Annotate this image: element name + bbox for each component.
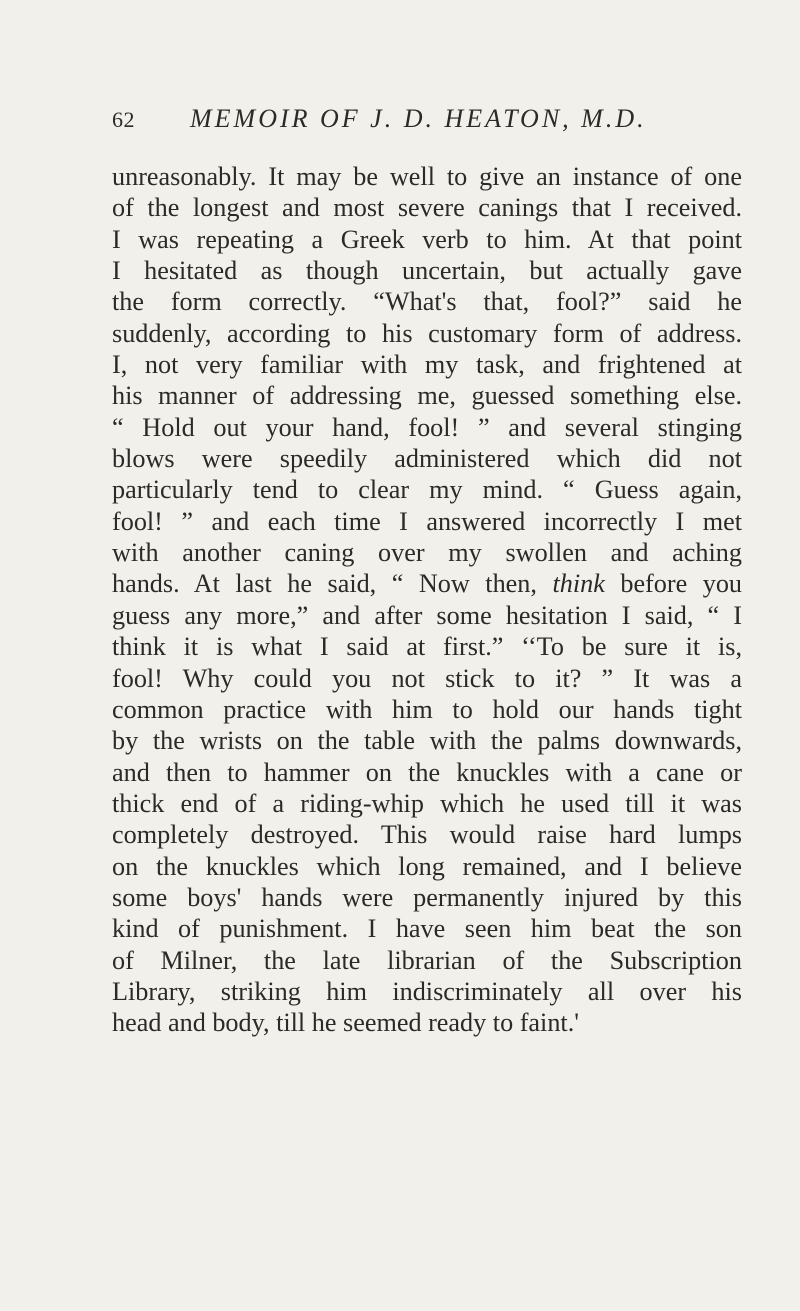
text-line: I was repeating a Greek verb to him. At that point [112, 224, 742, 254]
text-line: “ Hold out your hand, fool! ” and several stinging [112, 412, 742, 442]
text-line: on the knuckles which long remained, and I believe [112, 851, 742, 881]
text-fragment: before you [620, 569, 743, 599]
text-line: I hesitated as though uncertain, but actually gave [112, 256, 742, 286]
text-line: his manner of addressing me, guessed something else. [112, 381, 742, 411]
text-line: head and body, till he seemed ready to faint.' [112, 1008, 579, 1038]
page-number: 62 [112, 107, 135, 132]
text-line-mixed [112, 568, 742, 599]
running-head [112, 104, 672, 144]
text-line: I, not very familiar with my task, and frightened at [112, 350, 742, 380]
text-line: suddenly, according to his customary form of address. [112, 318, 742, 348]
text-line: blows were speedily administered which did not [112, 444, 742, 474]
text-line: completely destroyed. This would raise hard lumps [112, 820, 742, 850]
text-line: kind of punishment. I have seen him beat the son [112, 914, 742, 944]
text-line: unreasonably. It may be well to give an instance of one [112, 162, 742, 191]
text-line: particularly tend to clear my mind. “ Guess again, [112, 475, 742, 505]
text-line: thick end of a riding-whip which he used till it was [112, 788, 742, 818]
text-line: guess any more,” and after some hesitation I said, “ I [112, 600, 742, 630]
text-line: the form correctly. “What's that, fool?” said he [112, 287, 742, 317]
text-line: by the wrists on the table with the palms downwards, [112, 726, 742, 756]
text-line: common practice with him to hold our hands tight [112, 694, 742, 724]
text-line: fool! Why could you not stick to it? ” It was a [112, 663, 742, 693]
text-fragment: hands. At last he said, “ Now then, [112, 569, 537, 599]
text-line: Library, striking him indiscriminately all over his [112, 976, 742, 1006]
body-paragraph [112, 161, 742, 1039]
italic-word: think [552, 569, 605, 599]
running-title: MEMOIR OF J. D. HEATON, M.D. [190, 104, 647, 133]
text-line: with another caning over my swollen and aching [112, 538, 742, 568]
text-line: and then to hammer on the knuckles with a cane or [112, 757, 742, 787]
text-line: of the longest and most severe canings that I received. [112, 193, 742, 223]
text-line: some boys' hands were permanently injured by this [112, 882, 742, 912]
text-line: of Milner, the late librarian of the Subscription [112, 945, 742, 975]
text-line: fool! ” and each time I answered incorrectly I met [112, 506, 742, 536]
text-line: think it is what I said at first.” ‘‘To be sure it is, [112, 632, 742, 662]
